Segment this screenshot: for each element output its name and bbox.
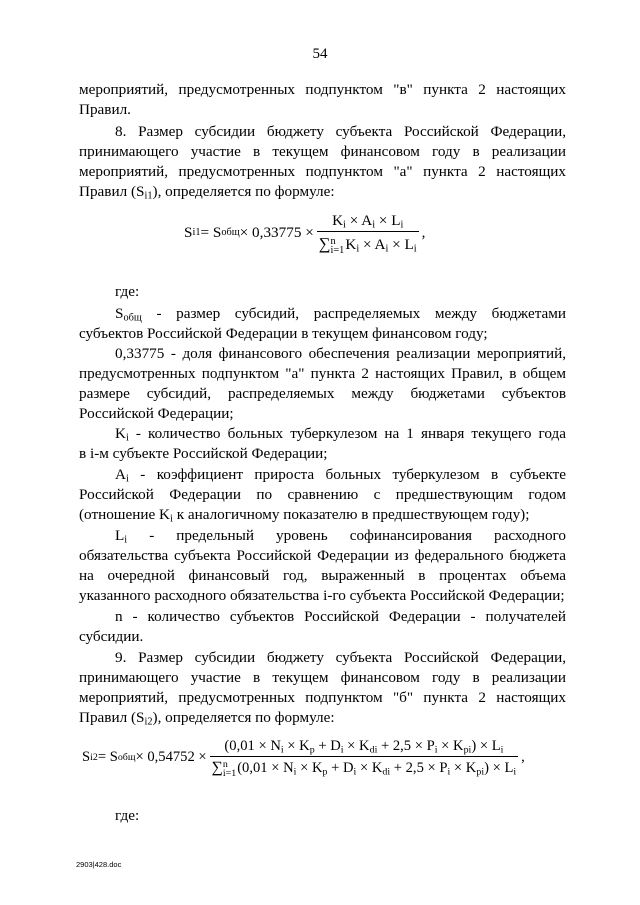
formula-2-numerator: $(0,01 \times N_i \times K_p + D_i \times K_{di} + 2,5 \times P_i \times K_{pi}) \times L_i$ [224,738,504,756]
definition-line: $A_i$ - коэффициент прироста больных туберкулезом в субъекте [115,466,566,485]
definition-line: $S_{общ}$ - размер субсидий, распределяемых между бюджетами [115,305,566,324]
formula-1-denominator: ∑ n i=1 $K_i \times A_i \times L_i$ [317,231,419,255]
text-line: Правил. [79,101,131,118]
definition-line: $K_i$ - количество больных туберкулезом на 1 января текущего года [115,425,566,444]
definition-line: $L_i$ - предельный уровень софинансирования расходного [115,527,566,546]
paragraph-8-line: принимающего участие в текущем финансовом году в реализации [79,143,566,160]
paragraph-8-line: 8. Размер субсидии бюджету субъекта Российской Федерации, [115,123,566,140]
definition-line: Российской Федерации по сравнению с предшествующим годом [79,486,566,503]
formula-1-numerator: $K_i \times A_i \times L_i$ [332,212,404,231]
sum-symbol: ∑ [318,234,331,253]
formula-1-fraction [317,212,419,255]
definition-line: Российской Федерации; [79,405,234,422]
definition-line: (отношение $K_i$ к аналогичному показателю в предшествующем году); [79,506,530,525]
paragraph-9-line: 9. Размер субсидии бюджету субъекта Российской Федерации, [115,649,566,666]
where-label: где: [115,283,140,300]
definition-line: указанного расходного обязательства i-го субъекта Российской Федерации; [79,587,565,604]
formula-2-fraction [210,738,519,778]
page-number: 54 [312,46,328,62]
formula-1: S i1 = S общ × 0,33775 × $K_i \times A_i \times L_i$ ∑ n i=1 $K_i \times A_i \times L_i$ , [184,212,426,256]
definition-line: в i-м субъекте Российской Федерации; [79,445,328,462]
definition-line: предусмотренных подпунктом "а" пункта 2 настоящих Правил, в общем [79,365,566,382]
definition-line: субъектов Российской Федерации в текущем финансовом году; [79,325,488,342]
sum-symbol: ∑ [211,759,223,776]
definition-line: обязательства субъекта Российской Федерации из федерального бюджета [79,547,566,564]
paragraph-8-line: Правил $(S_{i1})$, определяется по формуле: [79,183,335,202]
paragraph-9-line: мероприятий, предусмотренных подпунктом "б" пункта 2 настоящих [79,689,566,706]
definition-line: на очередной финансовый год, выраженный в процентах объема [79,567,566,584]
paragraph-9-line: принимающего участие в текущем финансовом году в реализации [79,669,566,686]
definition-line: 0,33775 - доля финансового обеспечения реализации мероприятий, [115,345,566,362]
paragraph-9-line: Правил $(S_{i2})$, определяется по формуле: [79,709,335,728]
paragraph-8-line: мероприятий, предусмотренных подпунктом "а" пункта 2 настоящих [79,163,566,180]
footer-filename: 2903|428.doc [76,860,122,869]
definition-line: субсидии. [79,628,144,645]
formula-2-denominator: ∑ n i=1 $(0,01 \times N_i \times K_p + D_i \times K_{di} + 2,5 \times P_i \times K_{pi}) \times L_i$ [210,756,519,778]
definition-line: размере субсидий, распределяемых между бюджетами субъектов [79,385,566,402]
where-label: где: [115,807,140,824]
formula-2: S i2 = S общ × 0,54752 × $(0,01 \times N_i \times K_p + D_i \times K_{di} + 2,5 \times P_i \times K_{pi}) \times L_i$ ∑ n i=1 $(0,01 \times N_i \times K_p + D_i \times K_{di} + 2,5 \times P_i \times K_{pi}) \times L_i$ , [82,738,525,779]
definition-line: n - количество субъектов Российской Федерации - получателей [115,608,566,625]
text-line: мероприятий, предусмотренных подпунктом "в" пункта 2 настоящих [79,81,566,98]
